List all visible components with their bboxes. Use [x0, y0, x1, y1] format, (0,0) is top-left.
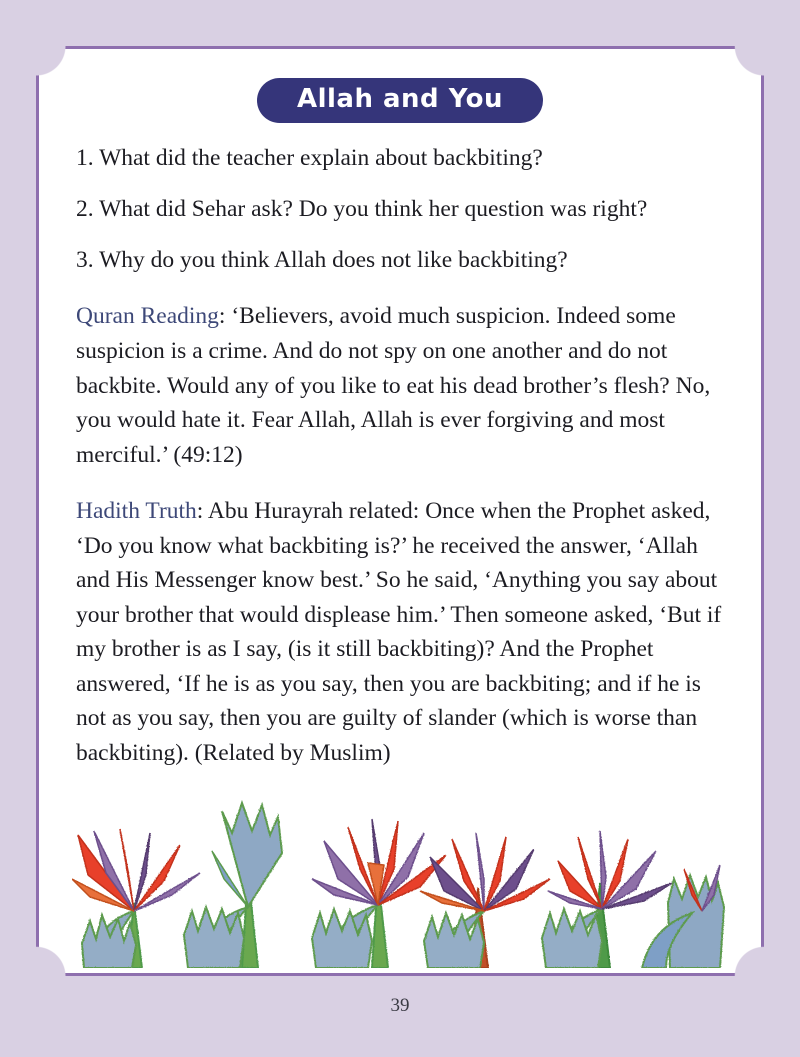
- quran-reading-label: Quran Reading: [76, 303, 219, 330]
- page-title-banner: Allah and You: [257, 78, 543, 123]
- page-number: 39: [390, 995, 410, 1016]
- watercolor-flower-border-illustration: [72, 783, 728, 968]
- question-item-1: 1. What did the teacher explain about backbiting?: [76, 145, 543, 171]
- hadith-truth-label: Hadith Truth: [76, 498, 197, 525]
- question-item-3: 3. Why do you think Allah does not like backbiting?: [76, 246, 568, 273]
- question-item-2: 2. What did Sehar ask? Do you think her question was right?: [76, 195, 648, 222]
- page-body: [76, 142, 731, 770]
- page-content-area: [36, 46, 764, 976]
- quran-reading-paragraph: [76, 299, 731, 472]
- quran-reading-body: ‘Believers, avoid much suspicion. Indeed some suspicion is a crime. And do not spy on one another and do not backbite. Would any of you like to eat his dead brother’s flesh? No, you would hate it. Fear Allah, Allah is ever forgiving and most merciful.’ (49:12): [76, 303, 711, 468]
- hadith-truth-paragraph: [76, 494, 731, 770]
- hadith-truth-separator: :: [196, 498, 208, 525]
- quran-reading-separator: :: [218, 303, 232, 330]
- page-title-banner-wrapper: [36, 78, 764, 123]
- hadith-truth-body: Abu Hurayrah related: Once when the Prophet asked, ‘Do you know what backbiting is?’ he received the answer, ‘Allah and His Messenger know best.’ So he said, ‘Anything you say about your brother that would displease him.’ Then someone asked, ‘But if my brother is as I say, (is it still backbiting)? And the Prophet answered, ‘If he is as you say, then you are backbiting; and if he is not as you say, then you are guilty of slander (which is worse than backbiting). (Related by Muslim): [76, 498, 722, 766]
